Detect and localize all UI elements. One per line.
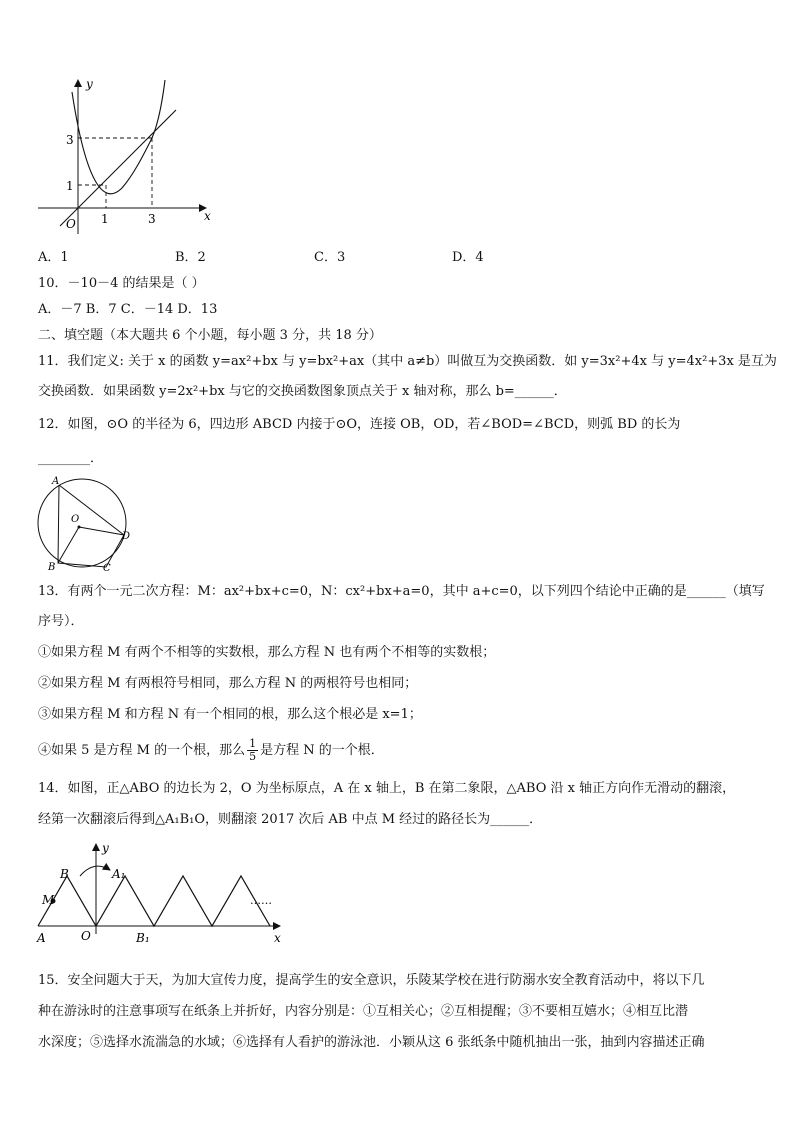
rotation-arrow bbox=[80, 866, 110, 876]
center-point bbox=[78, 526, 81, 529]
label-o: O bbox=[81, 929, 91, 943]
label-c: C bbox=[103, 563, 111, 572]
q9-option-b[interactable]: B．2 bbox=[175, 250, 206, 265]
q9-option-c[interactable]: C．3 bbox=[314, 250, 346, 265]
q9-figure bbox=[34, 74, 224, 244]
q13-line-2: 序号）． bbox=[38, 614, 84, 629]
segment-od bbox=[79, 527, 124, 535]
q10-options[interactable]: A．－7 B．7 C．－14 D．13 bbox=[38, 302, 218, 317]
label-b1: B₁ bbox=[136, 931, 150, 945]
label-a1: A₁ bbox=[112, 867, 126, 881]
label-b: B bbox=[60, 867, 69, 881]
fraction-denominator: 5 bbox=[249, 750, 257, 763]
q11-line-2: 交换函数．如果函数 y=2x²+bx 与它的交换函数图象顶点关于 x 轴对称，那么 b=______． bbox=[38, 384, 567, 399]
q9-option-d[interactable]: D．4 bbox=[452, 250, 484, 265]
q12-line-1: 12．如图，⊙O 的半径为 6，四边形 ABCD 内接于⊙O，连接 OB，OD，若∠BOD=∠BCD，则弧 BD 的长为 bbox=[38, 417, 681, 432]
q12-figure bbox=[34, 472, 134, 572]
label-o: O bbox=[71, 514, 80, 525]
q11-line-1: 11．我们定义: 关于 x 的函数 y=ax²+bx 与 y=bx²+ax（其中 a≠b）叫做互为交换函数．如 y=3x²+4x 与 y=4x²+3x 是互为 bbox=[38, 354, 777, 369]
label-a: A bbox=[52, 476, 60, 487]
q15-line-2: 种在游泳时的注意事项写在纸条上并折好，内容分别是：①互相关心；②互相提醒；③不要相互嬉水；④相互比潜 bbox=[38, 1004, 689, 1019]
fraction-one-fifth bbox=[247, 738, 258, 763]
straight-line-graph bbox=[60, 110, 176, 226]
label-b: B bbox=[48, 562, 56, 572]
q13-statement-3: ③如果方程 M 和方程 N 有一个相同的根，那么这个根必是 x=1； bbox=[38, 707, 422, 722]
label-m: M bbox=[42, 893, 55, 907]
q13-s4-part-a: ④如果 5 是方程 M 的一个根，那么 bbox=[38, 743, 246, 758]
q15-line-3: 水深度；⑤选择水流湍急的水域；⑥选择有人看护的游泳池．小颖从这 6 张纸条中随机抽出一张，抽到内容描述正确 bbox=[38, 1035, 705, 1050]
q13-s4-part-b: 是方程 N 的一个根． bbox=[260, 743, 384, 758]
y-axis-label: y bbox=[86, 77, 93, 91]
origin-label: O bbox=[66, 217, 76, 231]
circle-o bbox=[38, 479, 126, 567]
triangle-zigzag bbox=[38, 876, 270, 926]
tick-y3: 3 bbox=[66, 133, 74, 147]
q13-statement-4 bbox=[38, 736, 384, 766]
label-y: y bbox=[102, 841, 109, 855]
quadrilateral-abcd bbox=[58, 485, 124, 567]
label-a: A bbox=[37, 931, 46, 945]
tick-x1: 1 bbox=[101, 212, 109, 226]
segment-ob bbox=[58, 527, 79, 563]
q15-line-1: 15．安全问题大于天，为加大宣传力度，提高学生的安全意识，乐陵某学校在进行防溺水安全教育活动中，将以下几 bbox=[38, 973, 705, 988]
q12-line-2: ________． bbox=[38, 451, 104, 466]
q13-statement-1: ①如果方程 M 有两个不相等的实数根，那么方程 N 也有两个不相等的实数根； bbox=[38, 645, 496, 660]
label-x: x bbox=[274, 931, 281, 945]
parabola-graph bbox=[72, 80, 165, 194]
tick-x3: 3 bbox=[148, 212, 156, 226]
q13-statement-2: ②如果方程 M 有两根符号相同，那么方程 N 的两根符号也相同； bbox=[38, 676, 418, 691]
q10-stem: 10．－10－4 的结果是（ ） bbox=[38, 276, 205, 291]
q14-line-2: 经第一次翻滚后得到△A₁B₁O，则翻滚 2017 次后 AB 中点 M 经过的路径长为______． bbox=[38, 812, 543, 827]
x-axis-label: x bbox=[204, 209, 211, 223]
q9-option-a[interactable]: A．1 bbox=[38, 250, 69, 265]
q13-line-1: 13．有两个一元二次方程：M：ax²+bx+c=0，N：cx²+bx+a=0，其中 a+c=0，以下列四个结论中正确的是______（填写 bbox=[38, 584, 765, 599]
fraction-numerator: 1 bbox=[249, 737, 257, 750]
tick-y1: 1 bbox=[66, 179, 74, 193]
label-d: D bbox=[122, 531, 131, 542]
q14-figure bbox=[34, 838, 294, 948]
q14-line-1: 14．如图，正△ABO 的边长为 2，O 为坐标原点，A 在 x 轴上，B 在第二象限，△ABO 沿 x 轴正方向作无滑动的翻滚， bbox=[38, 781, 736, 796]
ellipsis: …… bbox=[250, 894, 272, 907]
section-heading: 二、填空题（本大题共 6 个小题，每小题 3 分，共 18 分） bbox=[38, 328, 382, 343]
